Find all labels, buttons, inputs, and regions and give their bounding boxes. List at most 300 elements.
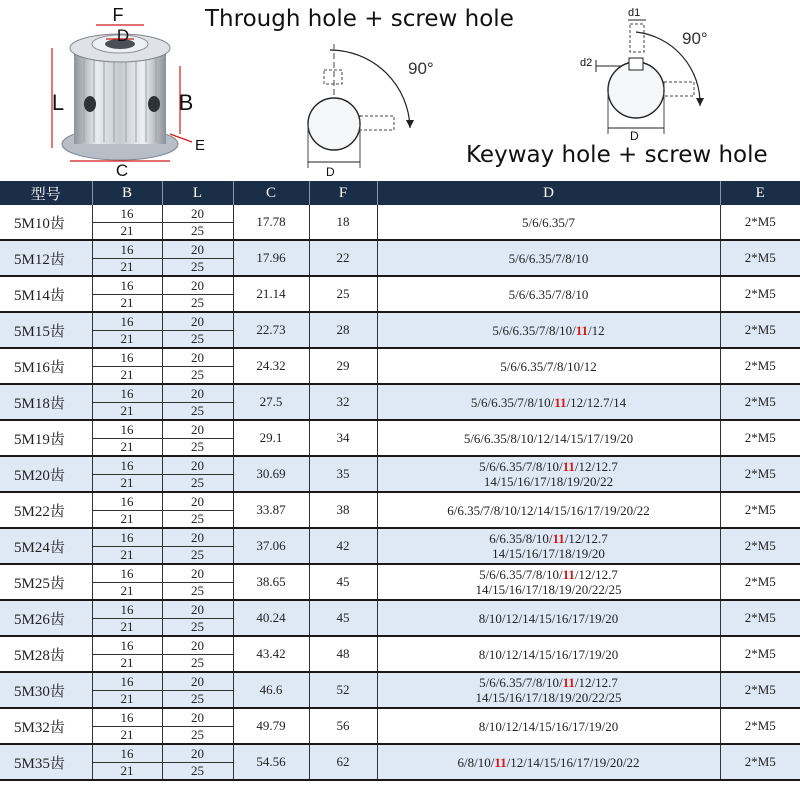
- through-hole-diagram: [290, 40, 460, 178]
- bore-size-text: 5/6/6.35/7/8/10: [508, 286, 589, 302]
- bore-size-text: 14/15/16/17/18/19/20: [492, 546, 605, 561]
- d-cell: [377, 528, 720, 564]
- b-cell-value: 16: [93, 529, 162, 547]
- d-cell: [377, 600, 720, 636]
- title-keyway-hole: Keyway hole + screw hole: [466, 142, 768, 168]
- c-cell: 33.87: [233, 492, 309, 528]
- b-cell: [92, 348, 162, 384]
- l-cell-value: 20: [163, 205, 233, 223]
- l-cell-pair: [163, 205, 233, 239]
- bore-size-text: 6/6.35/8/10/: [489, 531, 553, 546]
- model-cell: 5M22齿: [0, 492, 92, 528]
- l-cell-value: 20: [163, 745, 233, 763]
- c-cell: 49.79: [233, 708, 309, 744]
- d-cell: [377, 636, 720, 672]
- f-cell: 25: [309, 276, 377, 312]
- c-cell: 37.06: [233, 528, 309, 564]
- b-cell: [92, 672, 162, 708]
- b-cell-value: 21: [120, 655, 134, 671]
- f-cell: 42: [309, 528, 377, 564]
- l-cell-value: 20: [163, 313, 233, 331]
- b-cell: [92, 240, 162, 276]
- b-cell-value: 21: [120, 475, 134, 491]
- bore-size-line: [378, 251, 720, 266]
- l-cell-value: 20: [163, 457, 233, 475]
- bore-size-text: 5/6/6.35/7/8/10: [508, 250, 589, 266]
- b-cell-value: 21: [120, 439, 134, 455]
- bore-size-text: /12/12.7: [574, 675, 618, 690]
- b-cell-pair: [93, 349, 162, 383]
- b-cell-value: 16: [93, 421, 162, 439]
- b-cell-pair: [93, 313, 162, 347]
- l-cell: [162, 564, 233, 600]
- bore-size-highlight: 11: [554, 394, 567, 410]
- c-cell: 46.6: [233, 672, 309, 708]
- l-cell-pair: [163, 421, 233, 455]
- b-cell-value: 16: [93, 601, 162, 619]
- l-cell-pair: [163, 313, 233, 347]
- f-cell: 38: [309, 492, 377, 528]
- e-cell: 2*M5: [720, 420, 800, 456]
- d-cell: [377, 564, 720, 600]
- table-body: [0, 205, 800, 780]
- e-cell: 2*M5: [720, 636, 800, 672]
- model-cell: 5M35齿: [0, 744, 92, 780]
- bore-size-highlight: 11: [494, 754, 507, 770]
- col-header-c: C: [233, 181, 309, 205]
- l-cell-value: 25: [191, 331, 204, 347]
- l-cell: [162, 672, 233, 708]
- bore-size-text: 5/6/6.35/7/8/10/: [479, 675, 563, 690]
- model-cell: 5M25齿: [0, 564, 92, 600]
- e-cell: 2*M5: [720, 348, 800, 384]
- b-cell: [92, 708, 162, 744]
- b-cell-value: 21: [120, 691, 134, 707]
- label-d: D: [116, 26, 130, 45]
- bore-size-line: [378, 719, 720, 734]
- table-row: [0, 744, 800, 780]
- bore-size-line: [378, 675, 720, 690]
- b-cell-value: 16: [93, 745, 162, 763]
- l-cell-value: 20: [163, 493, 233, 511]
- b-cell-value: 16: [93, 457, 162, 475]
- b-cell-pair: [93, 493, 162, 527]
- f-cell: 28: [309, 312, 377, 348]
- table-row: [0, 312, 800, 348]
- label-c: C: [115, 161, 129, 180]
- col-header-f: F: [309, 181, 377, 205]
- l-cell-pair: [163, 745, 233, 779]
- label-l: L: [51, 90, 65, 115]
- c-cell: 38.65: [233, 564, 309, 600]
- l-cell-value: 25: [191, 655, 204, 671]
- bore-size-line: [378, 395, 720, 410]
- bore-size-text: 6/6.35/7/8/10/12/14/15/16/17/19/20/22: [447, 502, 650, 518]
- b-cell-pair: [93, 385, 162, 419]
- l-cell-pair: [163, 601, 233, 635]
- table-row: [0, 528, 800, 564]
- e-cell: 2*M5: [720, 456, 800, 492]
- l-cell-value: 20: [163, 529, 233, 547]
- b-cell: [92, 456, 162, 492]
- e-cell: 2*M5: [720, 205, 800, 240]
- e-cell: 2*M5: [720, 240, 800, 276]
- l-cell-value: 20: [163, 673, 233, 691]
- l-cell-value: 25: [191, 583, 204, 599]
- e-cell: 2*M5: [720, 492, 800, 528]
- title-through-hole: Through hole + screw hole: [205, 6, 514, 32]
- f-cell: 62: [309, 744, 377, 780]
- b-cell: [92, 420, 162, 456]
- model-cell: 5M18齿: [0, 384, 92, 420]
- b-cell: [92, 564, 162, 600]
- c-cell: 43.42: [233, 636, 309, 672]
- b-cell-pair: [93, 673, 162, 707]
- bore-size-text: 8/10/12/14/15/16/17/19/20: [478, 610, 619, 626]
- d-cell: [377, 708, 720, 744]
- b-cell-pair: [93, 277, 162, 311]
- b-cell-value: 21: [120, 511, 134, 527]
- l-cell-value: 25: [191, 223, 204, 239]
- bore-size-highlight: 11: [562, 459, 575, 474]
- label-f: F: [112, 5, 124, 25]
- b-cell-value: 16: [93, 205, 162, 223]
- b-cell: [92, 205, 162, 240]
- table-row: [0, 205, 800, 240]
- table-header-row: [0, 181, 800, 205]
- model-cell: 5M24齿: [0, 528, 92, 564]
- b-cell: [92, 636, 162, 672]
- b-cell: [92, 744, 162, 780]
- f-cell: 48: [309, 636, 377, 672]
- l-cell: [162, 708, 233, 744]
- l-cell-value: 25: [191, 691, 204, 707]
- d-cell: [377, 492, 720, 528]
- b-cell-pair: [93, 205, 162, 239]
- d-cell: [377, 205, 720, 240]
- f-cell: 22: [309, 240, 377, 276]
- model-cell: 5M30齿: [0, 672, 92, 708]
- model-cell: 5M20齿: [0, 456, 92, 492]
- keyway-angle-label: 90°: [682, 29, 708, 48]
- keyway-d-label: D: [630, 129, 639, 142]
- l-cell: [162, 276, 233, 312]
- l-cell: [162, 636, 233, 672]
- d-cell: [377, 312, 720, 348]
- l-cell-value: 25: [191, 619, 204, 635]
- table-row: [0, 708, 800, 744]
- bore-size-text: /12/12.7: [574, 459, 618, 474]
- e-cell: 2*M5: [720, 384, 800, 420]
- f-cell: 29: [309, 348, 377, 384]
- l-cell-value: 25: [191, 439, 204, 455]
- keyway-diagram: [572, 2, 732, 142]
- header-area: [0, 0, 800, 181]
- b-cell: [92, 384, 162, 420]
- bore-size-text: /12: [588, 322, 605, 338]
- l-cell: [162, 528, 233, 564]
- l-cell-value: 20: [163, 601, 233, 619]
- model-cell: 5M15齿: [0, 312, 92, 348]
- col-header-l: L: [162, 181, 233, 205]
- e-cell: 2*M5: [720, 312, 800, 348]
- l-cell-pair: [163, 457, 233, 491]
- d-cell: [377, 348, 720, 384]
- l-cell-pair: [163, 565, 233, 599]
- l-cell-pair: [163, 493, 233, 527]
- bore-size-text: 5/6/6.35/7/8/10/: [479, 459, 563, 474]
- bore-size-text: 5/6/6.35/7/8/10/: [479, 567, 563, 582]
- l-cell-value: 25: [191, 367, 204, 383]
- l-cell-value: 25: [191, 403, 204, 419]
- b-cell-value: 16: [93, 673, 162, 691]
- bore-size-line: [378, 474, 720, 489]
- l-cell-pair: [163, 349, 233, 383]
- d-cell: [377, 420, 720, 456]
- bore-size-text: 5/6/6.35/7/8/10/: [492, 322, 576, 338]
- bore-size-line: [378, 582, 720, 597]
- b-cell-pair: [93, 565, 162, 599]
- b-cell-value: 21: [120, 583, 134, 599]
- e-cell: 2*M5: [720, 528, 800, 564]
- bore-size-text: 14/15/16/17/18/19/20/22: [483, 474, 614, 489]
- table-row: [0, 600, 800, 636]
- d-cell: [377, 240, 720, 276]
- e-cell: 2*M5: [720, 564, 800, 600]
- bore-size-text: 5/6/6.35/8/10/12/14/15/17/19/20: [463, 430, 634, 446]
- d-cell: [377, 276, 720, 312]
- b-cell-value: 21: [120, 619, 134, 635]
- l-cell-value: 25: [191, 763, 204, 779]
- c-cell: 54.56: [233, 744, 309, 780]
- bore-size-line: [378, 567, 720, 582]
- l-cell-pair: [163, 241, 233, 275]
- d-cell: [377, 384, 720, 420]
- b-cell-value: 21: [120, 295, 134, 311]
- table-row: [0, 564, 800, 600]
- b-cell-value: 16: [93, 565, 162, 583]
- l-cell: [162, 600, 233, 636]
- b-cell-value: 21: [120, 367, 134, 383]
- l-cell-value: 25: [191, 295, 204, 311]
- l-cell-value: 20: [163, 241, 233, 259]
- l-cell-value: 25: [191, 727, 204, 743]
- f-cell: 45: [309, 600, 377, 636]
- table-row: [0, 276, 800, 312]
- l-cell: [162, 384, 233, 420]
- bore-size-line: [378, 215, 720, 230]
- f-cell: 18: [309, 205, 377, 240]
- b-cell-pair: [93, 709, 162, 743]
- b-cell-value: 16: [93, 241, 162, 259]
- f-cell: 56: [309, 708, 377, 744]
- b-cell-value: 16: [93, 277, 162, 295]
- col-header-b: B: [92, 181, 162, 205]
- b-cell-value: 21: [120, 763, 134, 779]
- table-row: [0, 240, 800, 276]
- c-cell: 40.24: [233, 600, 309, 636]
- bore-size-line: [378, 503, 720, 518]
- bore-size-text: /12/12.7: [574, 567, 618, 582]
- c-cell: 24.32: [233, 348, 309, 384]
- bore-size-text: 5/6/6.35/7: [521, 214, 576, 230]
- l-cell-value: 20: [163, 637, 233, 655]
- model-cell: 5M19齿: [0, 420, 92, 456]
- table-row: [0, 456, 800, 492]
- spec-table: [0, 181, 800, 781]
- f-cell: 45: [309, 564, 377, 600]
- l-cell-value: 25: [191, 475, 204, 491]
- l-cell-value: 20: [163, 421, 233, 439]
- keyway-d1-label: d1: [628, 7, 641, 19]
- bore-size-text: /12/12.7/14: [566, 394, 627, 410]
- label-b: B: [178, 90, 194, 115]
- b-cell-value: 21: [120, 547, 134, 563]
- bore-size-text: 5/6/6.35/7/8/10/12: [500, 358, 597, 374]
- b-cell-value: 21: [120, 403, 134, 419]
- l-cell: [162, 205, 233, 240]
- table-row: [0, 420, 800, 456]
- model-cell: 5M14齿: [0, 276, 92, 312]
- col-header-e: E: [720, 181, 800, 205]
- l-cell: [162, 744, 233, 780]
- e-cell: 2*M5: [720, 276, 800, 312]
- c-cell: 17.78: [233, 205, 309, 240]
- l-cell-value: 20: [163, 349, 233, 367]
- screw-hole-left: [84, 96, 96, 112]
- b-cell: [92, 276, 162, 312]
- bore-size-line: [378, 611, 720, 626]
- screw-hole-right: [148, 96, 160, 112]
- b-cell-pair: [93, 637, 162, 671]
- f-cell: 34: [309, 420, 377, 456]
- bore-size-text: /12/12.7: [564, 531, 608, 546]
- b-cell: [92, 528, 162, 564]
- l-cell-value: 20: [163, 277, 233, 295]
- bore-size-text: 8/10/12/14/15/16/17/19/20: [478, 718, 619, 734]
- keyway-d2-label: d2: [580, 57, 593, 69]
- bore-size-text: 8/10/12/14/15/16/17/19/20: [478, 646, 619, 662]
- bore-size-line: [378, 359, 720, 374]
- bore-size-highlight: 11: [562, 675, 575, 690]
- e-cell: 2*M5: [720, 672, 800, 708]
- b-cell-value: 16: [93, 709, 162, 727]
- l-cell: [162, 312, 233, 348]
- f-cell: 52: [309, 672, 377, 708]
- col-header-d: D: [377, 181, 720, 205]
- l-cell-pair: [163, 529, 233, 563]
- l-cell-value: 25: [191, 547, 204, 563]
- bore-size-line: [378, 431, 720, 446]
- table-row: [0, 672, 800, 708]
- bore-size-highlight: 11: [575, 322, 589, 338]
- l-cell: [162, 348, 233, 384]
- through-hole-circle: [308, 98, 360, 150]
- model-cell: 5M12齿: [0, 240, 92, 276]
- b-cell-value: 21: [120, 331, 134, 347]
- bore-size-line: [378, 647, 720, 662]
- bore-size-highlight: 11: [552, 531, 565, 546]
- b-cell-pair: [93, 241, 162, 275]
- bore-size-text: /12/14/15/16/17/19/20/22: [506, 754, 640, 770]
- bore-size-text: 5/6/6.35/7/8/10/: [470, 394, 555, 410]
- pulley-diagram: [40, 2, 205, 180]
- c-cell: 21.14: [233, 276, 309, 312]
- b-cell: [92, 312, 162, 348]
- bore-size-line: [378, 531, 720, 546]
- bore-size-line: [378, 459, 720, 474]
- through-angle-label: 90°: [408, 59, 434, 78]
- b-cell-value: 16: [93, 385, 162, 403]
- b-cell-pair: [93, 457, 162, 491]
- b-cell-pair: [93, 601, 162, 635]
- bore-size-text: 6/8/10/: [457, 754, 495, 770]
- model-cell: 5M28齿: [0, 636, 92, 672]
- l-cell-pair: [163, 637, 233, 671]
- table-row: [0, 348, 800, 384]
- b-cell-pair: [93, 421, 162, 455]
- b-cell-value: 16: [93, 313, 162, 331]
- bore-size-line: [378, 323, 720, 338]
- f-cell: 32: [309, 384, 377, 420]
- e-cell: 2*M5: [720, 744, 800, 780]
- c-cell: 17.96: [233, 240, 309, 276]
- b-cell-pair: [93, 745, 162, 779]
- b-cell-value: 16: [93, 493, 162, 511]
- d-cell: [377, 744, 720, 780]
- l-cell-pair: [163, 709, 233, 743]
- col-header-model: 型号: [0, 181, 92, 205]
- model-cell: 5M16齿: [0, 348, 92, 384]
- l-cell: [162, 492, 233, 528]
- l-cell-value: 25: [191, 511, 204, 527]
- l-cell-value: 20: [163, 709, 233, 727]
- f-cell: 35: [309, 456, 377, 492]
- c-cell: 29.1: [233, 420, 309, 456]
- l-cell: [162, 420, 233, 456]
- keyway-slot: [629, 58, 643, 70]
- l-cell: [162, 456, 233, 492]
- b-cell-value: 16: [93, 349, 162, 367]
- c-cell: 30.69: [233, 456, 309, 492]
- e-cell: 2*M5: [720, 708, 800, 744]
- b-cell: [92, 600, 162, 636]
- l-cell-value: 20: [163, 385, 233, 403]
- label-e: E: [194, 137, 205, 154]
- b-cell-value: 21: [120, 727, 134, 743]
- bore-size-line: [378, 287, 720, 302]
- model-cell: 5M32齿: [0, 708, 92, 744]
- e-cell: 2*M5: [720, 600, 800, 636]
- c-cell: 27.5: [233, 384, 309, 420]
- l-cell-pair: [163, 277, 233, 311]
- bore-size-highlight: 11: [562, 567, 575, 582]
- l-cell-value: 25: [191, 259, 204, 275]
- model-cell: 5M26齿: [0, 600, 92, 636]
- b-cell: [92, 492, 162, 528]
- l-cell: [162, 240, 233, 276]
- b-cell-value: 21: [120, 259, 134, 275]
- table-row: [0, 384, 800, 420]
- l-cell-pair: [163, 385, 233, 419]
- d-cell: [377, 672, 720, 708]
- bore-size-line: [378, 690, 720, 705]
- table-row: [0, 492, 800, 528]
- through-d-label: D: [326, 165, 335, 178]
- b-cell-value: 21: [120, 223, 134, 239]
- bore-size-line: [378, 755, 720, 770]
- l-cell-pair: [163, 673, 233, 707]
